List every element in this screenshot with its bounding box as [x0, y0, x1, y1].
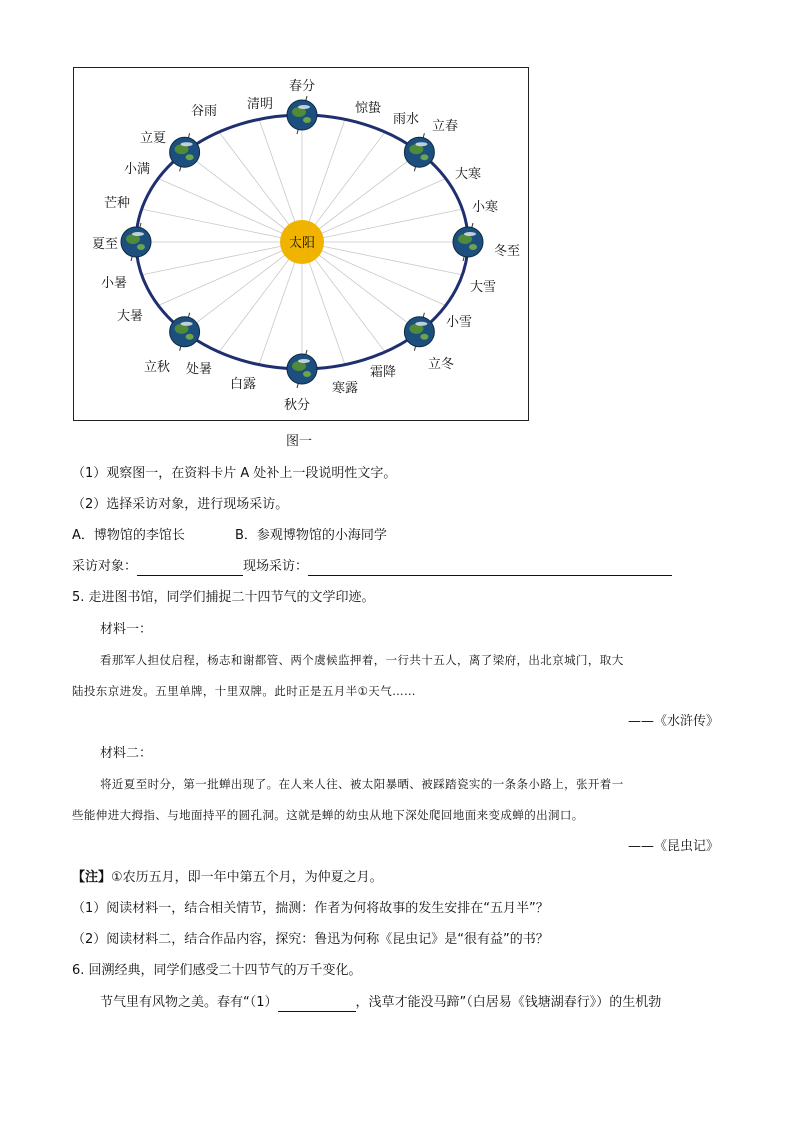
question-choose: （2）选择采访对象，进行现场采访。 [72, 497, 289, 512]
material-2-title: 材料二： [100, 746, 153, 761]
solar-term-label: 芒种 [103, 196, 131, 211]
solar-term-label: 秋分 [283, 398, 311, 413]
interview-row [72, 558, 672, 576]
material-2-line-2: 些能伸进大拇指、与地面持平的圆孔洞。这就是蝉的幼虫从地下深处爬回地面来变成蝉的出洞口。 [72, 808, 584, 822]
material-2-source: ——《昆虫记》 [627, 839, 719, 854]
q6-line-a: 节气里有风物之美。春有“（1） [100, 995, 278, 1010]
solar-term-label: 大暑 [116, 309, 144, 324]
solar-term-label: 雨水 [392, 112, 420, 127]
material-1-line-2: 陆投东京进发。五里单牌，十里双牌。此时正是五月半①天气…… [72, 684, 416, 698]
q6-line-b: ，浅草才能没马蹄”（白居易《钱塘湖春行》）的生机勃 [355, 995, 662, 1010]
interview-scene-label: 现场采访： [243, 559, 309, 574]
solar-terms-figure [73, 67, 529, 421]
option-a[interactable]: A．博物馆的李馆长 [72, 528, 185, 543]
material-1-title: 材料一： [100, 622, 153, 637]
sun-label: 太阳 [288, 236, 316, 251]
question-6-title: 6. 回溯经典，同学们感受二十四节气的万千变化。 [72, 963, 362, 978]
solar-term-label: 白露 [229, 377, 257, 392]
q6-blank-1[interactable] [278, 997, 356, 1012]
solar-term-label: 大雪 [469, 280, 497, 295]
solar-term-label: 寒露 [331, 381, 359, 396]
material-1-line-1: 看那军人担仗启程，杨志和谢都管、两个虞候监押着，一行共十五人，离了梁府，出北京城门，取大 [100, 653, 624, 667]
footnote-text: ①农历五月，即一年中第五个月，为仲夏之月。 [111, 870, 383, 885]
option-b[interactable]: B．参观博物馆的小海同学 [235, 528, 387, 543]
solar-term-label: 霜降 [369, 365, 397, 380]
solar-term-label: 夏至 [91, 237, 119, 252]
solar-term-label: 冬至 [493, 244, 521, 259]
q6-line [100, 994, 661, 1012]
solar-term-label: 大寒 [454, 167, 482, 182]
q5-sub-2: （2）阅读材料二，结合作品内容，探究：鲁迅为何称《昆虫记》是“很有益”的书？ [72, 932, 549, 947]
interview-scene-blank[interactable] [308, 561, 672, 576]
solar-terms-diagram [73, 67, 529, 421]
solar-term-label: 惊蛰 [354, 101, 382, 116]
footnote [72, 869, 383, 887]
solar-term-label: 小雪 [445, 315, 473, 330]
interview-target-label: 采访对象： [72, 559, 138, 574]
solar-term-label: 春分 [288, 79, 316, 94]
solar-term-label: 立春 [431, 119, 459, 134]
footnote-tag: 【注】 [72, 870, 112, 885]
solar-term-label: 立秋 [143, 360, 171, 375]
q5-sub-1: （1）阅读材料一，结合相关情节，揣测：作者为何将故事的发生安排在“五月半”？ [72, 901, 549, 916]
solar-term-label: 立夏 [139, 131, 167, 146]
solar-term-label: 立冬 [427, 357, 455, 372]
solar-term-label: 小寒 [471, 200, 499, 215]
solar-term-label: 小满 [123, 162, 151, 177]
question-5-title: 5. 走进图书馆，同学们捕捉二十四节气的文学印迹。 [72, 590, 375, 605]
interview-target-blank[interactable] [137, 561, 243, 576]
question-observe: （1）观察图一，在资料卡片 A 处补上一段说明性文字。 [72, 466, 397, 481]
material-2-line-1: 将近夏至时分，第一批蝉出现了。在人来人往、被太阳暴晒、被踩踏瓷实的一条条小路上，张开着一 [100, 777, 624, 791]
solar-term-label: 清明 [246, 97, 274, 112]
material-1-source: ——《水浒传》 [627, 714, 719, 729]
solar-term-label: 谷雨 [190, 104, 218, 119]
solar-term-label: 小暑 [100, 276, 128, 291]
figure-caption: 图一 [286, 434, 313, 449]
solar-term-label: 处暑 [185, 362, 213, 377]
